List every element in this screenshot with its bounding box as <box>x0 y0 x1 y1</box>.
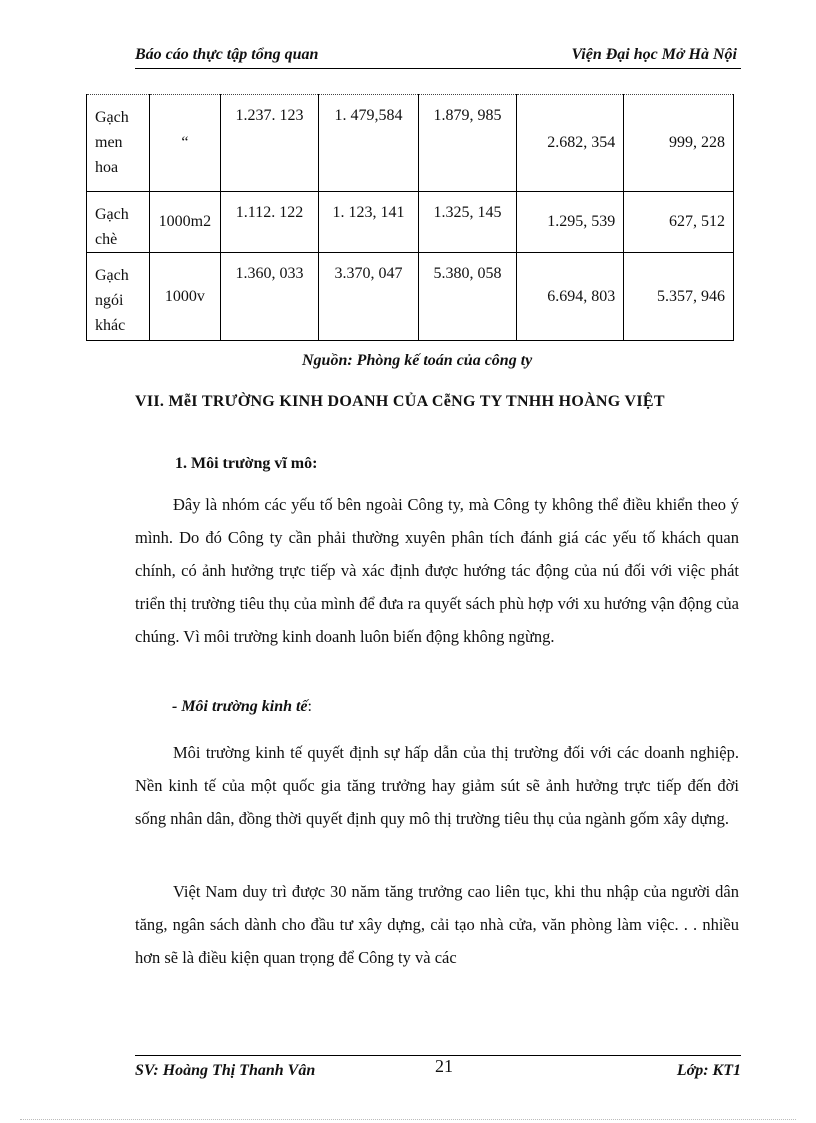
value-cell: 1.360, 033 <box>220 253 319 341</box>
value-cell: 2.682, 354 <box>517 95 624 192</box>
value-cell: 999, 228 <box>624 95 734 192</box>
value-cell: 1.295, 539 <box>517 192 624 253</box>
unit-cell: 1000v <box>150 253 220 341</box>
page-edge-divider <box>20 1119 796 1120</box>
economic-heading-text: - Môi trường kinh tế <box>172 698 308 715</box>
subsection-heading: 1. Môi trường vĩ mô: <box>175 455 318 472</box>
page-footer <box>135 1055 741 1082</box>
body-paragraph: Môi trường kinh tế quyết định sự hấp dẫn của thị trường đối với các doanh nghiệp. Nền kinh tế của một quốc gia tăng trưởng hay giảm sút sẽ ảnh hưởng trực tiếp đến đời sống nhân dân, đồng thời quyết định quy mô thị trường tiêu thụ của ngành gốm xây dựng. <box>135 743 739 828</box>
page-number: 21 <box>435 1056 453 1076</box>
table-row <box>87 192 734 253</box>
header-institution: Viện Đại học Mở Hà Nội <box>571 46 737 63</box>
footer-student-name: SV: Hoàng Thị Thanh Vân <box>135 1062 316 1079</box>
table-row <box>87 253 734 341</box>
value-cell: 1. 479,584 <box>319 95 418 192</box>
table-source-note: Nguồn: Phòng kế toán của công ty <box>302 352 533 369</box>
value-cell: 5.380, 058 <box>418 253 517 341</box>
body-paragraph: Đây là nhóm các yếu tố bên ngoài Công ty, mà Công ty không thể điều khiển theo ý mình. Do đó Công ty cần phải thường xuyên phân tích đánh giá các yếu tố khách quan chính, có ảnh hưởng trực tiếp và xác định được hướng tác động của nú đối với việc phát triển thị trường tiêu thụ của mình để đưa ra quyết sách phù hợp với xu hướng vận động của chúng. Vì môi trường kinh doanh luôn biến động không ngừng. <box>135 495 739 646</box>
body-paragraph: Việt Nam duy trì được 30 năm tăng trưởng cao liên tục, khi thu nhập của người dân tăng, ngân sách dành cho đầu tư xây dựng, cải tạo nhà cửa, văn phòng làm việc. . . nhiều hơn sẽ là điều kiện quan trọng để Công ty và các <box>135 882 739 967</box>
value-cell: 1.112. 122 <box>220 192 319 253</box>
footer-class: Lớp: KT1 <box>676 1062 741 1079</box>
value-cell: 6.694, 803 <box>517 253 624 341</box>
section-heading: VII. MễI TRƯỜNG KINH DOANH CỦA CễNG TY TNHH HOÀNG VIỆT <box>135 393 665 410</box>
value-cell: 627, 512 <box>624 192 734 253</box>
value-cell: 1.237. 123 <box>220 95 319 192</box>
value-cell: 3.370, 047 <box>319 253 418 341</box>
value-cell: 1. 123, 141 <box>319 192 418 253</box>
row-name-cell: Gạch ngói khác <box>87 253 150 341</box>
value-cell: 1.879, 985 <box>418 95 517 192</box>
page-header <box>135 44 741 69</box>
subsection-economic-heading <box>172 698 312 716</box>
row-name-cell: Gạch chè <box>87 192 150 253</box>
unit-cell: 1000m2 <box>150 192 220 253</box>
row-name-cell: Gạch men hoa <box>87 95 150 192</box>
economic-heading-colon: : <box>307 698 312 715</box>
table-row <box>87 95 734 192</box>
value-cell: 5.357, 946 <box>624 253 734 341</box>
header-report-title: Báo cáo thực tập tổng quan <box>135 46 319 63</box>
value-cell: 1.325, 145 <box>418 192 517 253</box>
unit-cell: “ <box>150 95 220 192</box>
production-table <box>86 94 734 341</box>
